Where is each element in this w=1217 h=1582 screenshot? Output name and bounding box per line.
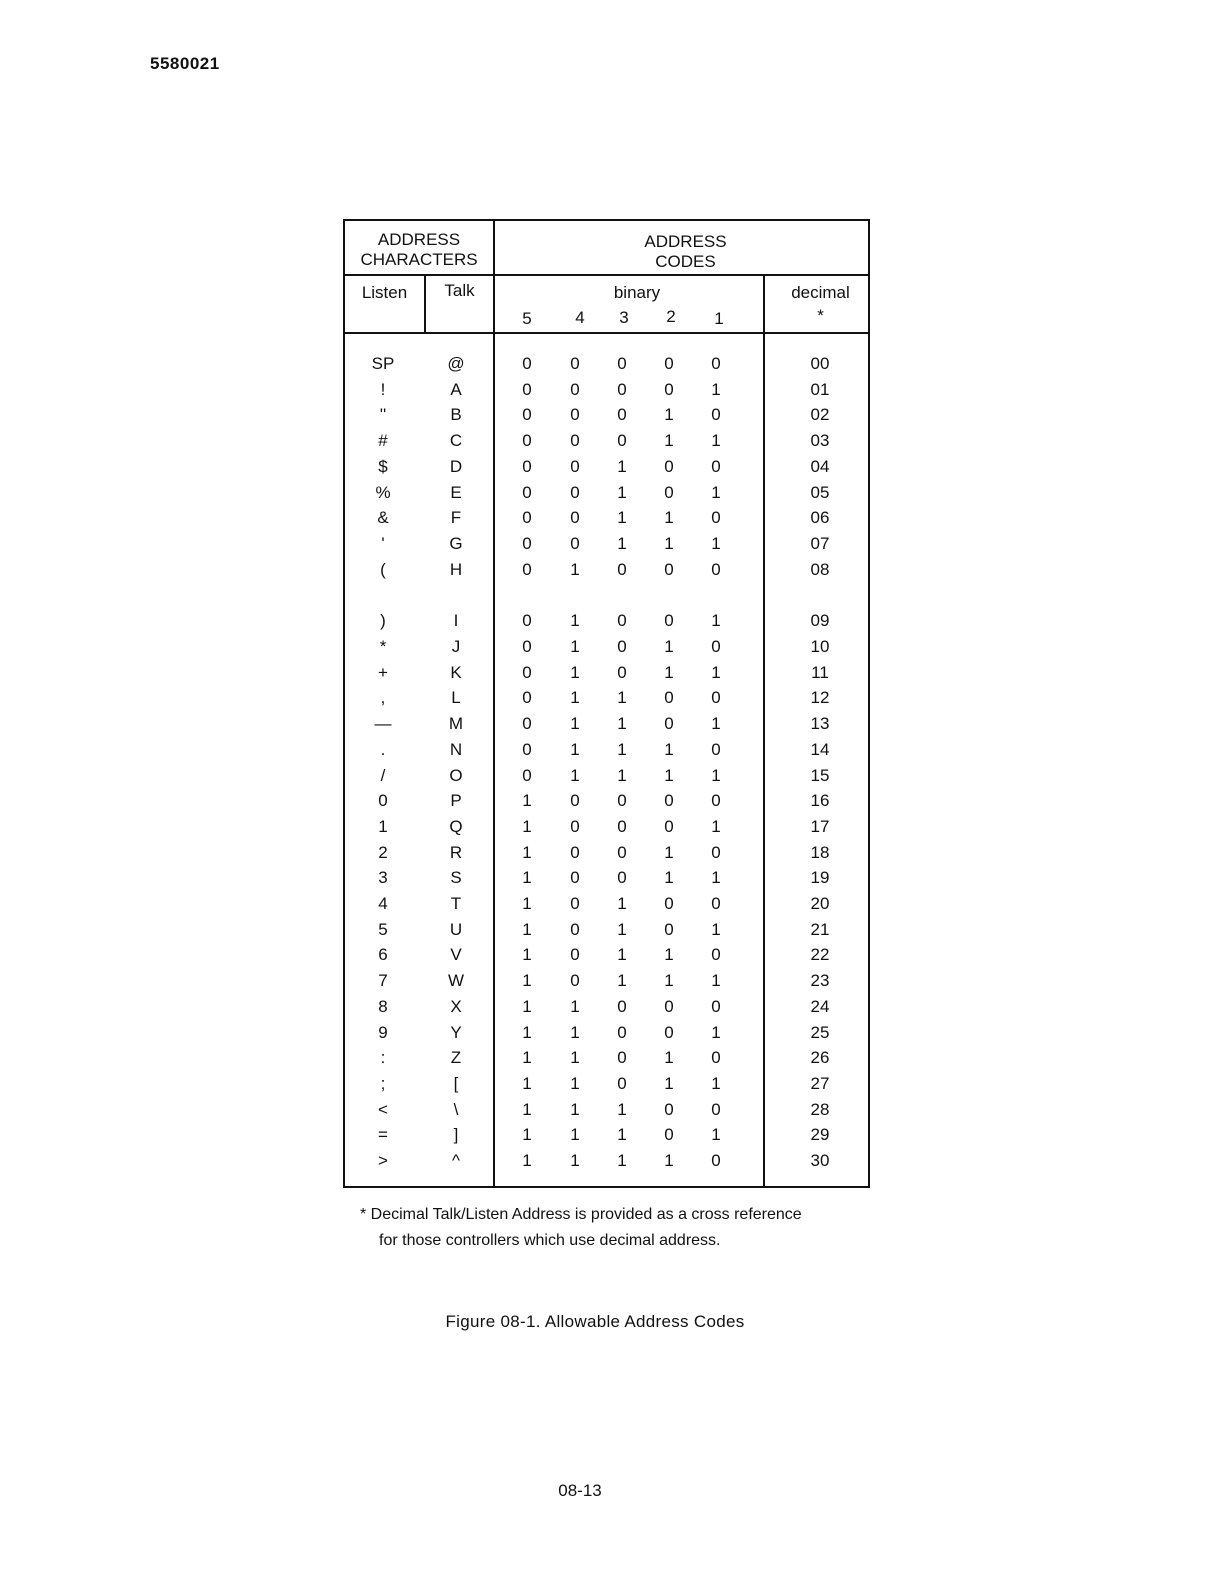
binary-bit-2: 1: [664, 405, 674, 425]
binary-bit-5: 1: [522, 1073, 532, 1093]
decimal-value: 11: [811, 662, 829, 682]
binary-bit-4: 0: [570, 919, 580, 939]
decimal-value: 28: [810, 1099, 830, 1119]
talk-char: K: [450, 662, 462, 682]
binary-bit-2: 1: [664, 533, 674, 553]
binary-bit-3: 0: [617, 637, 627, 656]
binary-bit-5: 0: [522, 508, 532, 528]
binary-bit-1: 0: [711, 1048, 721, 1068]
talk-char: L: [451, 688, 461, 708]
binary-bit-3: 0: [617, 996, 627, 1016]
listen-char: 8: [378, 996, 388, 1016]
binary-bit-2: 1: [664, 971, 674, 991]
binary-bit-3: 0: [617, 842, 627, 862]
binary-bit-3: 1: [617, 894, 627, 913]
column-divider: [763, 276, 765, 1186]
decimal-value: 21: [810, 919, 830, 939]
talk-char: N: [449, 739, 463, 759]
binary-bit-5: 1: [522, 816, 532, 836]
footnote: [360, 1202, 802, 1254]
binary-bit-5: 0: [522, 662, 532, 682]
talk-char: P: [450, 791, 462, 811]
binary-bit-4: 1: [570, 1099, 580, 1119]
binary-bit-5: 1: [522, 919, 532, 939]
binary-bit-3: 1: [617, 533, 627, 553]
listen-char: ): [380, 611, 386, 631]
binary-bit-2: 1: [664, 431, 674, 451]
binary-bit-5: 0: [522, 611, 532, 631]
binary-bit-3: 1: [617, 945, 627, 965]
binary-bit-4: 1: [570, 1048, 580, 1068]
binary-bit-3: 0: [617, 405, 627, 425]
decimal-value: 24: [810, 996, 830, 1016]
binary-bit-5: 1: [522, 996, 532, 1016]
binary-bit-2: 1: [664, 842, 674, 862]
binary-bit-2: 0: [664, 816, 674, 836]
binary-bit-3: 1: [617, 482, 627, 502]
listen-char: SP: [371, 354, 395, 373]
talk-char: Y: [450, 1022, 462, 1042]
listen-char: 4: [378, 894, 388, 913]
listen-char: 0: [378, 791, 388, 811]
binary-bit-3: 0: [617, 816, 627, 836]
binary-bit-2: 0: [664, 611, 674, 631]
binary-bit-3: 1: [617, 739, 627, 759]
binary-bit-2: 0: [664, 456, 674, 476]
binary-bit-3: 0: [617, 1048, 627, 1068]
binary-bit-1: 1: [711, 431, 721, 451]
binary-bit-2: 1: [664, 637, 674, 656]
binary-bit-2: 1: [664, 739, 674, 759]
footnote-line-2: for those controllers which use decimal address.: [379, 1232, 721, 1249]
binary-bit-2: 0: [664, 1099, 674, 1119]
listen-char: >: [378, 1151, 388, 1170]
binary-bit-2: 0: [664, 482, 674, 502]
binary-bit-1: 1: [711, 1022, 721, 1042]
binary-bit-5: 0: [522, 431, 532, 451]
binary-bit-5: 1: [522, 1151, 532, 1170]
decimal-value: 23: [810, 971, 830, 991]
binary-bit-4: 0: [570, 354, 580, 373]
binary-bit-1: 0: [711, 354, 721, 373]
listen-char: 6: [378, 945, 388, 965]
decimal-value: 26: [810, 1048, 830, 1068]
binary-bit-4: 1: [570, 1022, 580, 1042]
binary-bit-5: 0: [522, 739, 532, 759]
binary-bit-4: 0: [570, 456, 580, 476]
listen-char: #: [378, 431, 388, 451]
header-address-characters: [345, 230, 493, 270]
decimal-value: 19: [810, 868, 830, 888]
talk-char: A: [450, 379, 462, 399]
binary-bit-1: 1: [711, 919, 721, 939]
binary-bit-4: 1: [570, 1073, 580, 1093]
binary-bit-4: 0: [570, 379, 580, 399]
decimal-value: 20: [810, 894, 830, 913]
binary-bit-1: 1: [711, 1125, 721, 1145]
binary-bit-4: 0: [570, 791, 580, 811]
binary-bit-2: 1: [664, 1073, 674, 1093]
decimal-value: 10: [810, 637, 830, 656]
listen-char: :: [380, 1048, 386, 1068]
decimal-value: 02: [810, 405, 830, 425]
binary-bit-5: 0: [522, 379, 532, 399]
binary-bit-3: 0: [617, 611, 627, 631]
binary-bit-3: 1: [617, 971, 627, 991]
listen-char: .: [380, 739, 386, 759]
binary-bit-5: 1: [522, 1048, 532, 1068]
decimal-value: 15: [810, 765, 830, 785]
binary-bit-4: 1: [570, 996, 580, 1016]
decimal-value: 00: [810, 354, 830, 373]
binary-bit-4: 1: [570, 559, 580, 579]
header-line: ADDRESS: [377, 230, 461, 249]
binary-bit-3: 0: [617, 868, 627, 888]
binary-bit-3: 1: [617, 765, 627, 785]
listen-char: $: [378, 456, 388, 476]
binary-bit-2: 0: [664, 996, 674, 1016]
binary-bit-2: 0: [664, 919, 674, 939]
column-divider: [493, 221, 495, 1186]
header-line: ADDRESS: [644, 232, 727, 251]
binary-bit-4: 0: [570, 508, 580, 528]
decimal-value: 08: [810, 559, 830, 579]
binary-bit-1: 0: [711, 1151, 721, 1170]
binary-bit-5: 1: [522, 842, 532, 862]
decimal-value: 30: [810, 1151, 830, 1170]
binary-bit-5: 0: [522, 714, 532, 734]
header-bit-2: 2: [666, 307, 676, 326]
talk-char: B: [450, 405, 462, 425]
binary-bit-4: 1: [570, 637, 580, 656]
binary-bit-2: 0: [664, 894, 674, 913]
binary-bit-5: 1: [522, 791, 532, 811]
talk-char: V: [450, 945, 462, 965]
binary-bit-5: 0: [522, 765, 532, 785]
talk-char: H: [449, 559, 463, 579]
binary-bit-1: 1: [711, 971, 721, 991]
row-divider: [345, 332, 868, 334]
talk-char: W: [447, 971, 465, 991]
binary-bit-5: 1: [522, 894, 532, 913]
binary-bit-5: 1: [522, 1125, 532, 1145]
listen-char: =: [378, 1125, 388, 1145]
binary-bit-2: 1: [664, 868, 674, 888]
header-talk: Talk: [444, 281, 475, 300]
talk-char: J: [451, 637, 461, 656]
binary-bit-4: 0: [570, 431, 580, 451]
decimal-value: 29: [810, 1125, 830, 1145]
binary-bit-4: 1: [570, 739, 580, 759]
listen-char: /: [380, 765, 386, 785]
binary-bit-2: 1: [664, 508, 674, 528]
talk-char: U: [449, 919, 463, 939]
decimal-value: 06: [810, 508, 830, 528]
binary-bit-5: 0: [522, 456, 532, 476]
figure-caption: Figure 08-1. Allowable Address Codes: [445, 1312, 745, 1331]
binary-bit-4: 0: [570, 971, 580, 991]
decimal-value: 03: [810, 431, 830, 451]
talk-char: S: [450, 868, 462, 888]
binary-bit-1: 0: [711, 945, 721, 965]
decimal-value: 25: [810, 1022, 830, 1042]
binary-bit-1: 1: [711, 816, 721, 836]
binary-bit-5: 0: [522, 405, 532, 425]
binary-bit-1: 0: [711, 894, 721, 913]
talk-char: R: [449, 842, 463, 862]
binary-bit-1: 1: [711, 662, 721, 682]
binary-bit-1: 0: [711, 637, 721, 656]
binary-bit-3: 1: [617, 1125, 627, 1145]
talk-char: G: [449, 533, 463, 553]
binary-bit-4: 0: [570, 533, 580, 553]
binary-bit-5: 1: [522, 868, 532, 888]
header-bit-4: 4: [575, 308, 585, 327]
binary-bit-3: 1: [617, 1151, 627, 1170]
binary-bit-2: 0: [664, 379, 674, 399]
binary-bit-1: 0: [711, 508, 721, 528]
binary-bit-5: 1: [522, 971, 532, 991]
binary-bit-3: 0: [617, 354, 627, 373]
binary-bit-5: 0: [522, 533, 532, 553]
binary-bit-3: 1: [617, 714, 627, 734]
binary-bit-1: 0: [711, 688, 721, 708]
binary-bit-3: 1: [617, 688, 627, 708]
binary-bit-3: 0: [617, 1073, 627, 1093]
listen-char: 2: [378, 842, 388, 862]
binary-bit-1: 0: [711, 456, 721, 476]
footnote-line-1: * Decimal Talk/Listen Address is provided as a cross reference: [360, 1206, 802, 1223]
binary-bit-3: 1: [617, 919, 627, 939]
binary-bit-3: 0: [617, 662, 627, 682]
row-divider: [345, 274, 868, 276]
binary-bit-5: 0: [522, 482, 532, 502]
header-decimal-asterisk: *: [817, 306, 824, 325]
listen-char: 1: [378, 816, 388, 836]
decimal-value: 04: [810, 456, 830, 476]
binary-bit-3: 1: [617, 1099, 627, 1119]
binary-bit-5: 1: [522, 945, 532, 965]
talk-char: Z: [450, 1048, 462, 1068]
listen-char: 7: [378, 971, 388, 991]
talk-char: D: [449, 456, 463, 476]
decimal-value: 27: [810, 1073, 830, 1093]
binary-bit-2: 0: [664, 1125, 674, 1145]
binary-bit-1: 0: [711, 996, 721, 1016]
talk-char: F: [450, 508, 462, 528]
header-line: CODES: [655, 252, 716, 271]
binary-bit-5: 0: [522, 688, 532, 708]
talk-char: T: [450, 894, 462, 913]
binary-bit-2: 1: [664, 662, 674, 682]
listen-char: ;: [380, 1073, 386, 1093]
talk-char: C: [449, 431, 463, 451]
talk-char: M: [448, 714, 464, 734]
talk-char: I: [453, 611, 459, 631]
binary-bit-2: 1: [664, 1048, 674, 1068]
listen-char: ': [381, 533, 385, 553]
header-bit-3: 3: [619, 308, 629, 327]
binary-bit-4: 0: [570, 482, 580, 502]
talk-char: X: [450, 996, 462, 1016]
binary-bit-2: 0: [664, 791, 674, 811]
decimal-value: 18: [810, 842, 830, 862]
binary-bit-1: 1: [711, 611, 721, 631]
talk-char: \: [453, 1099, 459, 1119]
binary-bit-2: 1: [664, 945, 674, 965]
decimal-value: 07: [810, 533, 830, 553]
address-codes-table: [343, 219, 870, 1188]
header-bit-5: 5: [522, 309, 532, 328]
binary-bit-3: 1: [617, 508, 627, 528]
binary-bit-4: 0: [570, 894, 580, 913]
binary-bit-1: 0: [711, 791, 721, 811]
binary-bit-2: 0: [664, 1022, 674, 1042]
binary-bit-4: 1: [570, 1151, 580, 1170]
header-listen: Listen: [361, 283, 408, 302]
header-binary: binary: [613, 283, 661, 302]
binary-bit-3: 0: [617, 791, 627, 811]
talk-char: @: [447, 354, 465, 373]
listen-char: %: [375, 482, 391, 502]
decimal-value: 09: [810, 611, 830, 631]
document-number: 5580021: [150, 54, 220, 73]
binary-bit-2: 1: [664, 765, 674, 785]
binary-bit-5: 1: [522, 1022, 532, 1042]
listen-char: (: [380, 559, 386, 579]
listen-char: <: [378, 1099, 388, 1119]
listen-char: !: [380, 379, 386, 399]
binary-bit-1: 1: [711, 868, 721, 888]
decimal-value: 05: [810, 482, 830, 502]
binary-bit-4: 0: [570, 945, 580, 965]
listen-char: 3: [378, 868, 388, 888]
binary-bit-4: 1: [570, 688, 580, 708]
binary-bit-4: 0: [570, 868, 580, 888]
decimal-value: 17: [810, 816, 830, 836]
binary-bit-1: 0: [711, 1099, 721, 1119]
decimal-value: 12: [810, 688, 830, 708]
binary-bit-1: 1: [711, 379, 721, 399]
decimal-value: 14: [810, 739, 830, 759]
binary-bit-4: 1: [570, 1125, 580, 1145]
binary-bit-3: 0: [617, 559, 627, 579]
binary-bit-1: 0: [711, 739, 721, 759]
header-decimal: decimal: [791, 283, 850, 302]
binary-bit-4: 0: [570, 842, 580, 862]
talk-char: O: [449, 765, 463, 785]
binary-bit-1: 1: [711, 482, 721, 502]
listen-char: 9: [378, 1022, 388, 1042]
binary-bit-5: 0: [522, 637, 532, 656]
binary-bit-2: 1: [664, 1151, 674, 1170]
talk-char: E: [450, 482, 462, 502]
listen-char: ,: [380, 688, 386, 708]
header-address-codes: [495, 232, 872, 272]
listen-char: *: [379, 637, 387, 656]
listen-char: +: [378, 662, 388, 682]
binary-bit-2: 0: [664, 714, 674, 734]
binary-bit-4: 1: [570, 714, 580, 734]
listen-char: &: [377, 508, 389, 528]
binary-bit-3: 0: [617, 379, 627, 399]
listen-char: '': [379, 405, 387, 425]
binary-bit-5: 0: [522, 559, 532, 579]
binary-bit-2: 0: [664, 688, 674, 708]
binary-bit-1: 1: [711, 533, 721, 553]
talk-char: [: [453, 1073, 459, 1093]
binary-bit-2: 0: [664, 559, 674, 579]
binary-bit-4: 1: [570, 611, 580, 631]
listen-char: —: [374, 714, 392, 734]
decimal-value: 22: [810, 945, 830, 965]
header-line: CHARACTERS: [360, 250, 478, 269]
binary-bit-1: 0: [711, 559, 721, 579]
binary-bit-4: 0: [570, 816, 580, 836]
talk-char: Q: [449, 816, 463, 836]
decimal-value: 16: [810, 791, 830, 811]
binary-bit-3: 0: [617, 431, 627, 451]
page-number: 08-13: [558, 1481, 602, 1500]
binary-bit-4: 1: [570, 765, 580, 785]
binary-bit-1: 0: [711, 405, 721, 425]
talk-char: ^: [452, 1151, 460, 1170]
binary-bit-1: 1: [711, 765, 721, 785]
binary-bit-1: 0: [711, 842, 721, 862]
binary-bit-5: 1: [522, 1099, 532, 1119]
binary-bit-3: 0: [617, 1022, 627, 1042]
binary-bit-3: 1: [617, 456, 627, 476]
binary-bit-4: 0: [570, 405, 580, 425]
binary-bit-1: 1: [711, 714, 721, 734]
binary-bit-4: 1: [570, 662, 580, 682]
decimal-value: 01: [810, 379, 830, 399]
decimal-value: 13: [810, 714, 830, 734]
binary-bit-2: 0: [664, 354, 674, 373]
binary-bit-1: 1: [711, 1073, 721, 1093]
binary-bit-5: 0: [522, 354, 532, 373]
talk-char: ]: [453, 1125, 459, 1145]
header-bit-1: 1: [714, 309, 724, 328]
listen-char: 5: [378, 919, 388, 939]
